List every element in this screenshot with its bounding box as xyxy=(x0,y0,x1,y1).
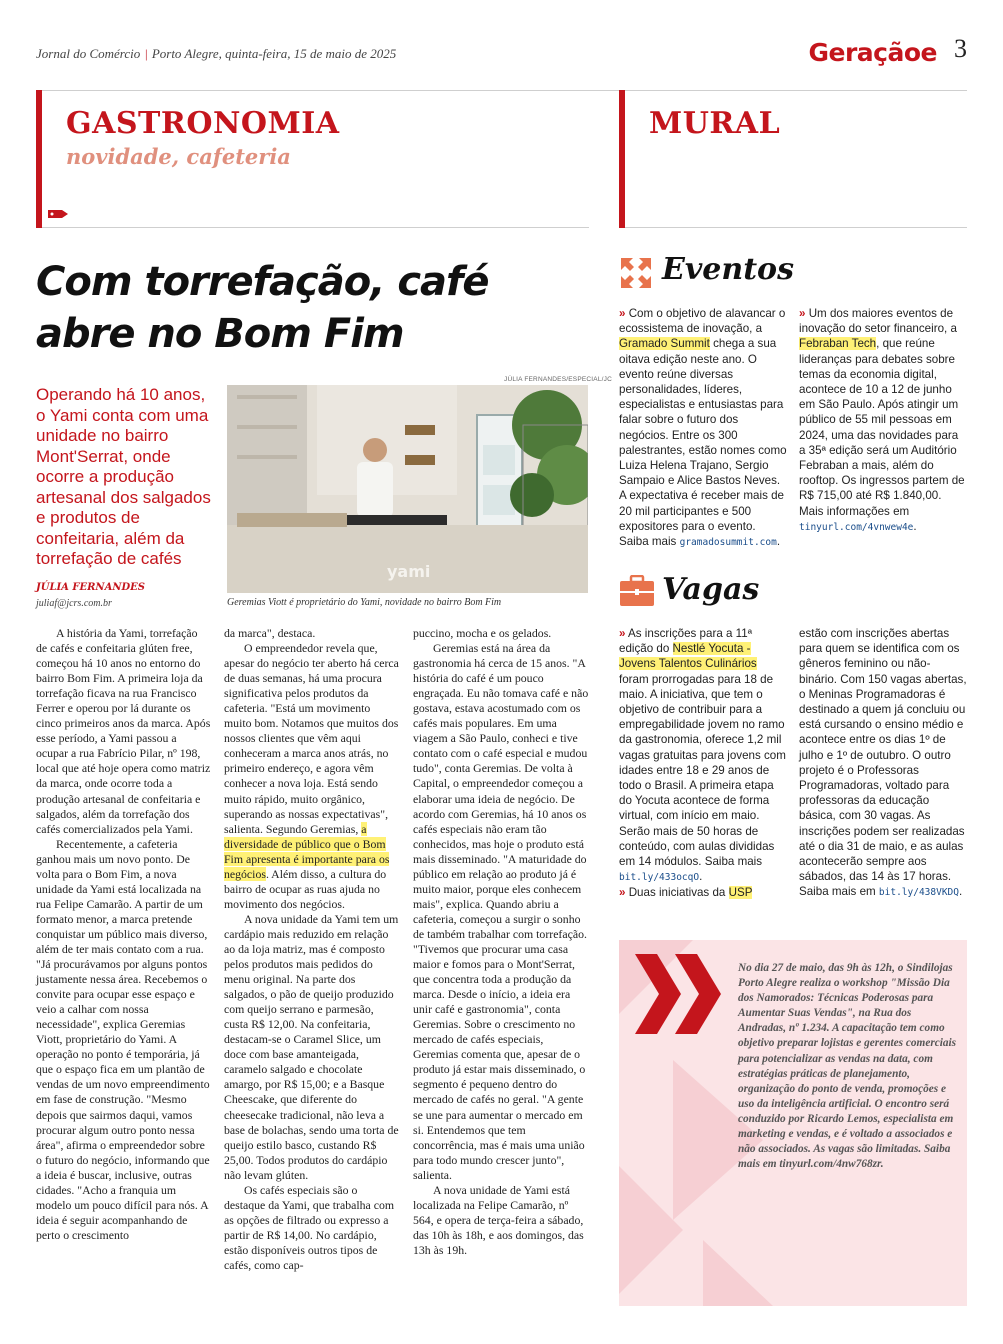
vagas-column-1: » As inscrições para a 11ª edição do Nestlé Yocuta - Jovens Talentos Culinários foram prorrogadas para 18 de maio. A iniciativa, que tem o objetivo de contribuir para a empregabilidade jovem no ramo da gastronomia, oferece 1,2 mil vagas gratuitas para jovens com idades entre 18 e 29 anos de todo o Brasil. A primeira etapa do Yocuta acontece de forma virtual, com início em maio. Serão mais de 50 horas de conteúdo, com aulas divididas em 14 módulos. Saiba mais bit.ly/433ocqO. » Duas iniciativas da USP xyxy=(619,627,786,900)
dateline xyxy=(36,46,396,62)
vagas-column-2: estão com inscrições abertas para quem se identifica com os gêneros feminino ou não-binário. Com 150 vagas abertas, o Meninas Programadoras é destinado a quem já concluiu ou está cursando o ensino médio e acontece entre os dias 1º de julho e 1º de outubro. O outro projeto é o Professoras Programadoras, voltado para professoras da educação básica, com 30 vagas. As inscrições podem ser realizadas até o dia 31 de maio, e as aulas acontecerão sempre aos sábados, das 14 às 17 horas. Saiba mais em bit.ly/438VKDQ. xyxy=(799,627,967,899)
paragraph: Recentemente, a cafeteria ganhou mais um novo ponto. De volta para o Bom Fim, a nova unidade da Yami está localizada na rua Felipe Camarão. A partir de um formato menor, a marca pretende conquistar um público mais diverso, além de ter mais contato com a rua. "Já procurávamos por alguns pontos justamente nessa área. Recebemos o convite para ocupar esse espaço e veio a calhar com nossa necessidade", explica Geremias Viott, proprietário do Yami. A operação no ponto é temporária, já que o espaço fica em um plantão de vendas de um novo empreendimento em fase de construção. "Mesmo depois que sairmos daqui, vamos procurar algum outro ponto nessa área", afirma o empreendedor sobre o futuro do negócio, informando que a ideia é buscar, inclusive, outras cidades. "Acho a franquia um modelo um pouco difícil para nós. A ideia é seguir acompanhando de perto o crescimento xyxy=(36,836,210,1242)
paragraph: O empreendedor revela que, apesar do negócio ter aberto há cerca de duas semanas, há uma procura significativa pelos produtos da cafeteria. "Está um movimento muito bom. Notamos que muitos dos nossos clientes que vêm aqui conheceram a marca anos atrás, no primeiro endereço, e agora vêm conhecer a nova loja. Está sendo muito rápido, muito orgânico, superando as nossas expectativas", salienta. Segundo Geremias, a diversidade de público que o Bom Fim apresenta é importante para os negócios. Além disso, a cultura do bairro de ocupar as ruas ajuda no movimento dos negócios. xyxy=(224,641,399,911)
header-date: Porto Alegre, quinta-feira, 15 de maio de 2025 xyxy=(151,46,397,61)
article-column-2 xyxy=(224,626,400,1273)
highlight: Gramado Summit xyxy=(619,337,710,351)
quote-chevrons-icon xyxy=(635,954,727,1034)
headline-line2: abre no Bom Fim xyxy=(36,311,404,357)
article-photo xyxy=(227,385,588,593)
eventos-column-2: » Um dos maiores eventos de inovação do setor financeiro, a Febraban Tech, que reúne lideranças para debates sobre temas da economia digital, acontece de 10 a 12 de junho em São Paulo. Após atingir um público de 55 mil pessoas em 2024, uma das novidades para a 35ª edição será um Auditório Febraban a mais, além do rooftop. Os ingressos partem de R$ 715,00 até R$ 1.840,00. Mais informações em tinyurl.com/4vnwew4e. xyxy=(799,307,965,533)
page-header xyxy=(36,34,967,78)
lede: Operando há 10 anos, o Yami conta com uma unidade no bairro Mont'Serrat, onde ocorre a produção artesanal dos salgados e produtos de confeitaria, além da torrefação de cafés xyxy=(36,385,211,568)
vagas-heading: Vagas xyxy=(662,572,760,607)
section-bar xyxy=(36,90,42,228)
mural-title: MURAL xyxy=(649,106,781,141)
article-column-1 xyxy=(36,626,211,1243)
event-link[interactable]: tinyurl.com/4vnwew4e xyxy=(799,521,914,533)
paragraph: A história da Yami, torrefação de cafés e confeitaria glúten free, começou há 10 anos no entorno do bairro Bom Fim. A primeira loja da torrefação ficava na rua Francisco Ferrer e operou por lá durante os cinco primeiros anos da marca. Após esse período, a Yami passou a ocupar a rua Fabrício Pilar, nº 198, local que até hoje opera como matriz da marca, onde ocorre toda a produção artesanal de confeitaria e salgados, além da torrefação dos cafés comercializados pela Yami. xyxy=(36,626,211,836)
section-title: GASTRONOMIA xyxy=(66,106,340,141)
paragraph: puccino, mocha e os gelados. xyxy=(413,626,552,640)
store-sign: yami xyxy=(387,562,431,581)
paragraph: da marca", destaca. xyxy=(224,626,316,640)
page-number: 3 xyxy=(954,34,967,63)
photo-credit: JÚLIA FERNANDES/ESPECIAL/JC xyxy=(504,376,612,383)
paragraph: A nova unidade da Yami tem um cardápio mais reduzido em relação ao da loja matriz, mas é composto pelos produtos mais pedidos do menu original. Na parte dos salgados, o pão de queijo produzido com queijo serrano e parmesão, custa R$ 12,00. Na confeitaria, destacam-se o Caramel Slice, um doce com base amanteigada, caramelo salgado e chocolate amargo, por R$ 15,00; e a Basque Cheescake, que diferente do cheesecake tradicional, não leva a base de bolachas, sendo uma torta de queijo estilo basco, custando R$ 25,00. Todos produtos do cardápio não levam glúten. xyxy=(224,911,399,1182)
section-gastronomia xyxy=(36,90,589,228)
highlight: USP xyxy=(728,886,753,900)
paragraph: A nova unidade de Yami está localizada na Felipe Camarão, nº 564, e opera de terça-feira a sábado, das 10h às 18h, e aos domingos, das 13h às 19h. xyxy=(413,1182,584,1257)
promo-box xyxy=(619,940,967,1306)
paragraph: Os cafés especiais são o destaque da Yami, que trabalha com as opções de filtrado ou expresso a partir de R$ 14,00. No cardápio, estão disponíveis outros tipos de cafés, como cap- xyxy=(224,1182,395,1272)
highlight: Febraban Tech xyxy=(799,337,877,351)
event-link[interactable]: gramadosummit.com xyxy=(679,537,777,549)
section-bar xyxy=(619,90,625,228)
tag-icon xyxy=(48,208,70,220)
byline: JÚLIA FERNANDES xyxy=(36,582,145,593)
author-email: juliaf@jcrs.com.br xyxy=(36,598,112,609)
job-link[interactable]: bit.ly/438VKDQ xyxy=(878,887,959,899)
article-column-3 xyxy=(413,626,589,1258)
geracaoe-logo: Geraçãoe xyxy=(808,38,937,67)
eventos-column-1: » Com o objetivo de alavancar o ecossistema de inovação, a Gramado Summit chega a sua oitava edição neste ano. O evento reúne diversas personalidades, líderes, especialistas e entusiastas para falar sobre o futuro dos negócios. Entre os 300 palestrantes, estão nomes como Luiza Helena Trajano, Sergio Sampaio e Alice Bastos Neves. A expectativa é receber mais de 20 mil participantes e 500 expositores para o evento. Saiba mais gramadosummit.com. xyxy=(619,307,787,549)
section-mural xyxy=(619,90,967,228)
briefcase-icon xyxy=(619,575,655,607)
section-subtitle: novidade, cafeteria xyxy=(66,144,291,169)
headline-line1: Com torrefação, café xyxy=(36,259,489,305)
photo-caption: Geremias Viott é proprietário do Yami, novidade no bairro Bom Fim xyxy=(227,597,502,608)
newspaper-name: Jornal do Comércio xyxy=(36,46,141,61)
job-link[interactable]: bit.ly/433ocqO xyxy=(619,872,700,884)
highlight: Nestlé Yocuta - Jovens Talentos Culinários xyxy=(619,642,757,671)
eventos-heading: Eventos xyxy=(662,252,794,287)
paragraph: Geremias está na área da gastronomia há cerca de 15 anos. "A história do café é um pouco engraçada. Eu não tomava café e não gostava, estava acostumado com os cafés mais populares. Em uma viagem a São Paulo, conheci e tive contato com o café especial e mudou tudo", conta Geremias. De volta à Capital, o empreendedor começou a elaborar uma ideia de negócio. De acordo com Geremias, há 10 anos os cafés especiais não eram tão conhecidos, mas hoje o produto está mais disseminado. "A maturidade do público em relação ao produto já é muito maior, porque eles conhecem mais", explica. Quando abriu a cafeteria, começou a surgir o sonho de também trabalhar com torrefação. "Tivemos que procurar uma casa maior e fomos para o Mont'Serrat, que concentra toda a produção da marca. Desde o início, a ideia era unir café e gastronomia", conta Geremias. Sobre o crescimento no mercado de cafés especiais, Geremias comenta que, apesar de o produto já estar mais disseminado, o segmento é pequeno dentro do mercado de cafés no geral. "A gente se une para aumentar o mercado em si. Entendemos que tem concorrência, mas é mais uma união para todo mundo crescer junto", salienta. xyxy=(413,641,589,1182)
headline xyxy=(36,256,596,360)
expand-arrows-icon xyxy=(619,256,653,290)
header-separator: | xyxy=(144,46,148,61)
highlight: a diversidade de público que o Bom Fim apresenta é importante para os negócios xyxy=(224,821,390,881)
promo-text: No dia 27 de maio, das 9h às 12h, o Sindilojas Porto Alegre realiza o workshop "Missão Dia dos Namorados: Técnicas Poderosas para Aumentar Suas Vendas", na Rua dos Andradas, nº 1.234. A capacitação tem como objetivo preparar lojistas e gerentes comerciais para potencializar as vendas na data, com estratégias práticas de planejamento, organização do ponto de venda, promoções e uso da inteligência artificial. O encontro será conduzido por Ricardo Lemos, especialista em marketing e vendas, e é voltado a associados e não associados. As vagas são limitadas. Saiba mais em tinyurl.com/4nw768zr. xyxy=(738,962,957,1171)
